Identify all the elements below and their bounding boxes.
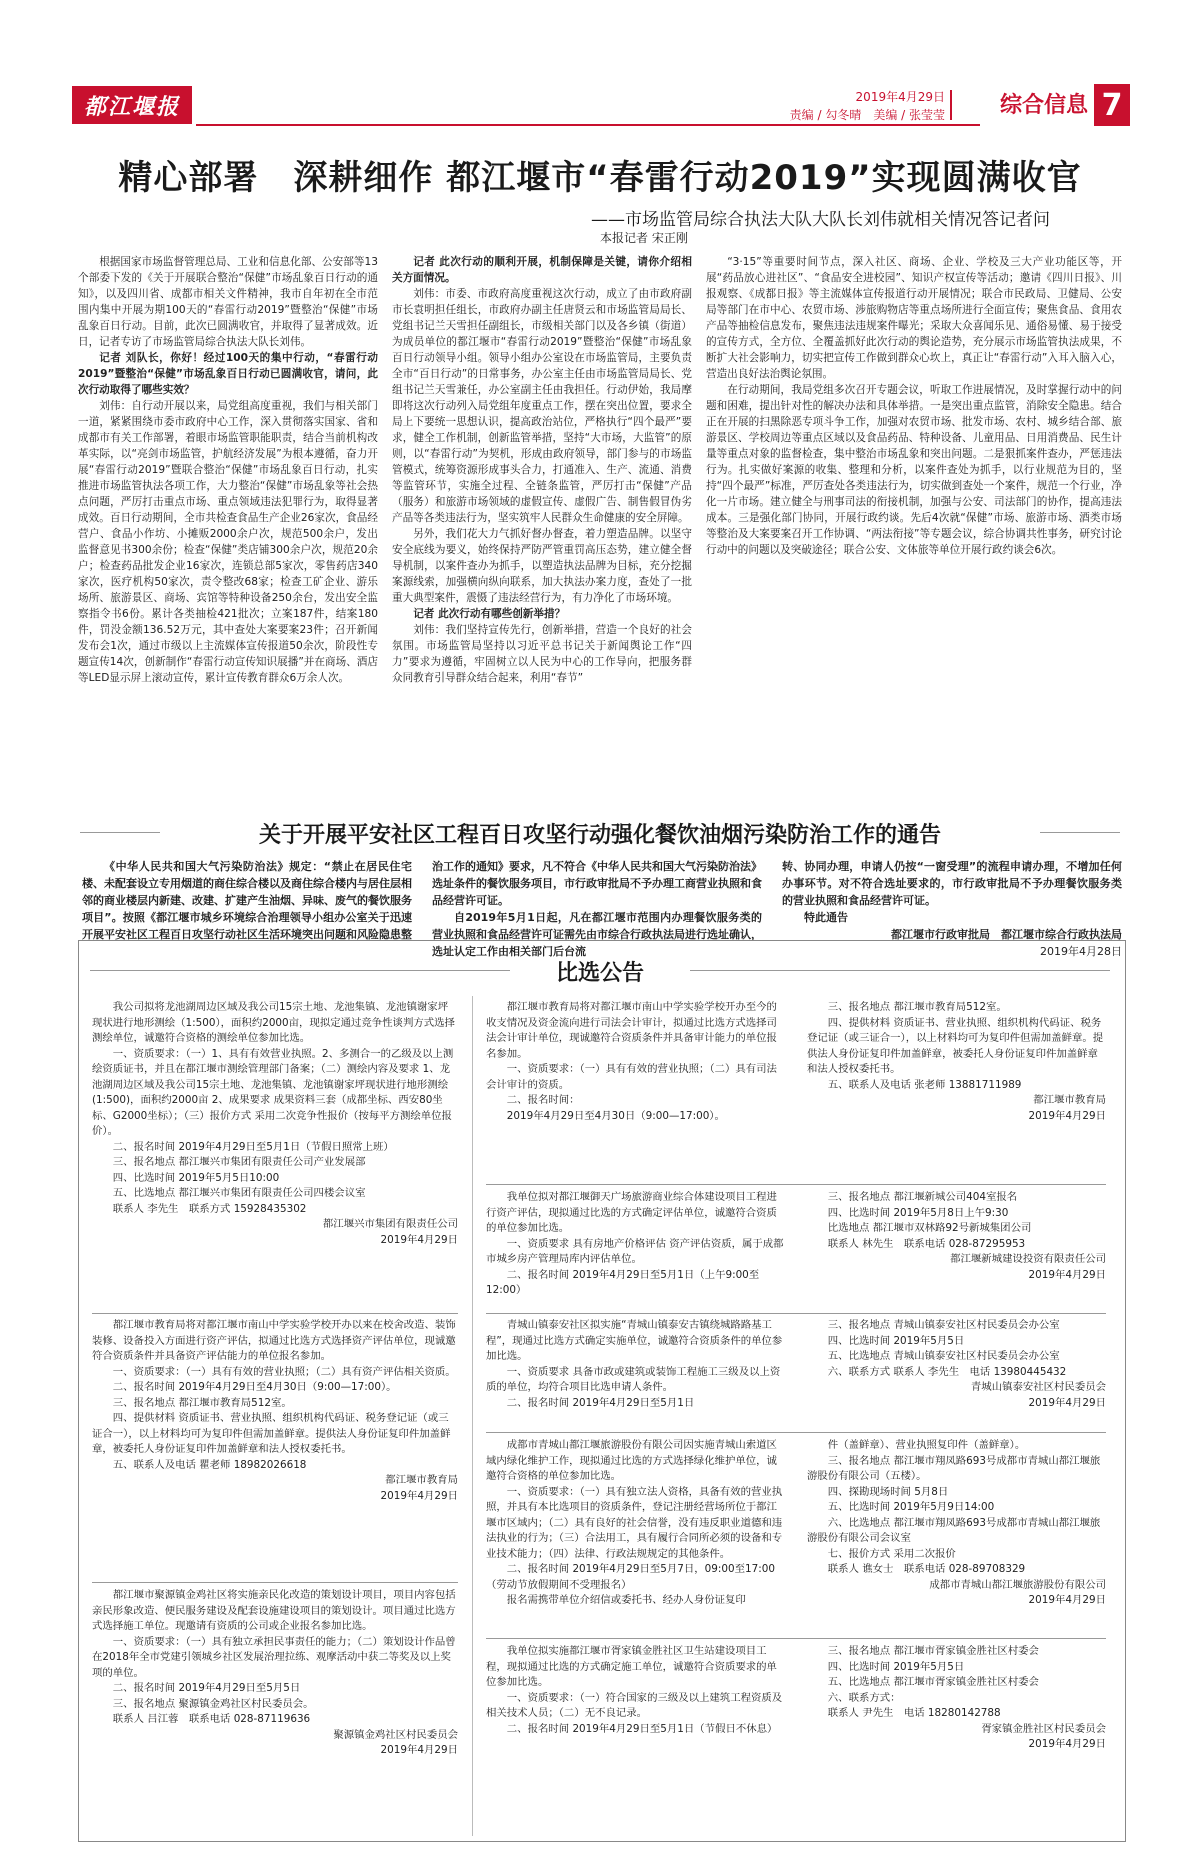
- ad-paragraph: 四、提供材料 资质证书、营业执照、组织机构代码证、税务登记证（或三证合一），以上材料均可为复印件但需加盖鲜章。提供法人身份证复印件加盖鲜章，被委托人身份证复印件加盖鲜章和法人授权委托书。: [92, 1412, 451, 1455]
- ad-paragraph: 一、资质要求：（一）具有有效的营业执照；（二）具有司法会计审计的资质。: [486, 1063, 777, 1091]
- page-header: [72, 84, 1130, 128]
- ad-paragraph: 我单位拟对都江堰御天广场旅游商业综合体建设项目工程进行资产评估，现拟通过比选的方式确定评估单位，诚邀符合资质的单位参加比选。: [486, 1191, 777, 1234]
- bidding-title: 比选公告: [555, 961, 644, 986]
- ad-signer: 都江堰兴市集团有限责任公司: [322, 1218, 458, 1230]
- section-name: 综合信息: [999, 93, 1088, 118]
- ad-paragraph: 都江堰市聚源镇金鸡社区将实施亲民化改造的策划设计项目，项目内容包括 亲民形象改造、便民服务建设及配套设施建设项目的策划设计。项目通过比选方式选择施工单位。现邀请有资质的公司或企业报名参加比选。: [92, 1589, 456, 1632]
- ad-paragraph: 二、报名时间 2019年4月29日至5月1日（上午9:00至12:00）: [486, 1268, 760, 1296]
- notice-title: 关于开展平安社区工程百日攻坚行动强化餐饮油烟污染防治工作的通告: [258, 823, 941, 848]
- notice-text-2: 治工作的通知》要求，凡不符合《中华人民共和国大气污染防治法》选址条件的餐饮服务项目，市行政审批局不予办理工商营业执照和食品经营许可证。: [432, 860, 762, 907]
- paragraph: “3·15”等重要时间节点，深入社区、商场、企业、学校及三大产业功能区等，开展“药品放心进社区”、“食品安全进校园”、知识产权宣传等活动；邀请《四川日报》、川报观察、《成都日报》等主流媒体宣传报道行动开展情况；联合市民政局、卫健局、公安局等部门在市中心、农贸市场、涉旅购物店等重点场所进行全面宣传；聚焦食品、食用农产品等抽检信息发布，聚焦违法违规案件曝光；采取大众喜闻乐见、通俗易懂、易于接受的宣传方式，全方位、全覆盖抓好此次行动的舆论造势，充分展示市场监管执法成果，不断扩大社会影响力，切实把宣传工作做到群众心坎上，真正让“春雷行动”入耳入脑入心，营造出良好法治舆论氛围。: [706, 256, 1122, 380]
- ad-date: 2019年4月29日: [1028, 1268, 1106, 1281]
- bid-ad-plaza-eval: [486, 1190, 1106, 1310]
- ad-date: 2019年4月29日: [1028, 1738, 1106, 1750]
- ad-rule: [486, 1313, 1106, 1314]
- ad-signer: 都江堰新城建设投资有限责任公司: [950, 1253, 1106, 1265]
- ad-paragraph: 都江堰市教育局将对都江堰市南山中学实验学校开办至今的收支情况及资金流向进行司法会计审计，拟通过比选方式选择司法会计审计单位，现诚邀符合资质条件并具备审计能力的单位报名参加。: [486, 1001, 777, 1060]
- ad-signer: 聚源镇金鸡社区村民委员会: [333, 1728, 458, 1741]
- ad-date: 2019年4月29日: [380, 1744, 458, 1756]
- paragraph: 在行动期间，我局党组多次召开专题会议，听取工作进展情况，及时掌握行动中的问题和困难，提出针对性的解决办法和具体举措。一是突出重点监管，消除安全隐患。结合正在开展的扫黑除恶专项斗争工作，加强对农贸市场、批发市场、农村、城乡结合部、旅游景区、学校周边等重点区域以及食品药品、特种设备、儿童用品、日用消费品、民生计量等重点对象的监督检查，集中整治市场乱象和突出问题。二是狠抓案件查办，严惩违法行为。扎实做好案源的收集、整理和分析，以案件查处为抓手，以行业规范为目的，坚持“四个最严”标准，严厉查处各类违法行为，切实做到查处一个案件，规范一个行业，净化一片市场。建立健全与刑事司法的衔接机制，加强与公安、司法部门的协作，提高违法成本。三是强化部门协同，开展行政约谈。先后4次就“保健”市场、旅游市场、酒类市场等整治及大案要案召开工作协调、“两法衔接”等专题会议，综合协调共性事务，研究讨论行动中的问题以及突破途径；联合公安、文体旅等单位开展行政约谈会6次。: [706, 384, 1122, 556]
- ad-right: [807, 1318, 1106, 1411]
- ad-paragraph: 七、报价方式 采用二次报价: [827, 1547, 956, 1560]
- article-column-2: [392, 254, 692, 819]
- bidding-divider: [472, 996, 473, 1836]
- ad-date: 2019年4月29日: [1028, 1396, 1106, 1409]
- ad-paragraph: 四、提供材料 资质证书、营业执照、组织机构代码证、税务登记证（或三证合一），以上材料均可为复印件但需加盖鲜章。提供法人身份证复印件加盖鲜章，被委托人身份证复印件加盖鲜章和法人授权委托书。: [807, 1016, 1104, 1075]
- ad-paragraph: 三、报名地点 青城山镇泰安社区村民委员会办公室: [827, 1319, 1060, 1331]
- article-subtitle: ——市场监管局综合执法大队大队长刘伟就相关情况答记者问: [591, 210, 1050, 230]
- bid-ad-audit: [486, 1000, 1106, 1182]
- ad-right: [807, 1190, 1106, 1299]
- ad-paragraph: 一、资质要求：（一）符合国家的三级及以上建筑工程资质及相关技术人员；（二）无不良记录。: [486, 1691, 783, 1719]
- ad-paragraph: 二、报名时间 2019年4月29日至4月30日（9:00—17:00）。: [112, 1381, 397, 1393]
- bid-ad-greening: [486, 1438, 1106, 1634]
- notice-closing: 特此通告: [804, 911, 848, 924]
- ad-paragraph: 四、比选时间 2019年5月5日: [827, 1334, 965, 1347]
- paragraph: 另外，我们花大力气抓好督办督查，着力塑造品牌。以坚守安全底线为要义，始终保持严防严管重罚高压态势，建立健全督导机制，以案件查办为抓手，以塑造执法品牌为目标，充分挖掘案源线索，加强横向纵向联系，加大执法办案力度，查处了一批重大典型案件，震慑了违法经营行为，有力净化了市场环境。: [392, 528, 692, 604]
- ad-left: [486, 1190, 785, 1299]
- ad-right: [807, 1000, 1106, 1124]
- paragraph: 根据国家市场监督管理总局、工业和信息化部、公安部等13个部委下发的《关于开展联合整治“保健”市场乱象百日行动的通知》，以及四川省、成都市相关文件精神，我市自年初在全市范围内集中开展为期100天的“春雷行动2019”暨整治“保健”市场乱象百日行动。目前，此次已圆满收官，并取得了显著成效。近日，记者专访了市场监管局综合执法大队长刘伟。: [78, 256, 378, 348]
- notice-text-4: 转、协同办理，申请人仍按“一窗受理”的流程申请办理，不增加任何办事环节。对不符合选址要求的，市行政审批局不予办理餐饮服务类的营业执照和食品经营许可证。: [782, 860, 1122, 907]
- notice-text-3: 自2019年5月1日起，凡在都江堰市范围内办理餐饮服务类的营业执照和食品经营许可证需先由市综合行政执法局进行选址确认，选址认定工作由相关部门后台流: [432, 911, 762, 958]
- ad-paragraph: 二、报名时间：: [506, 1094, 580, 1106]
- paragraph: 刘伟：我们坚持宣传先行，创新举措，营造一个良好的社会氛围。市场监管局坚持以习近平总书记关于新闻舆论工作“四力”要求为遵循，牢固树立以人民为中心的工作导向，把服务群众同教育引导群众结合起来，利用“春节”: [392, 624, 692, 684]
- ad-paragraph: 二、报名时间 2019年4月29日至5月1日: [506, 1396, 695, 1409]
- editors: 责编 / 勾冬晴 美编 / 张莹莹: [789, 108, 945, 122]
- ad-paragraph: 三、报名地点 都江堰市教育局512室。: [112, 1396, 292, 1409]
- ad-signer: 都江堰市教育局: [1033, 1094, 1106, 1106]
- ad-paragraph: 六、联系方式：: [827, 1691, 901, 1704]
- ad-paragraph: 一、资质要求：（一）具有有效的营业执照；（二）具有资产评估相关资质。: [112, 1365, 456, 1378]
- header-separator: [950, 90, 952, 120]
- article-title: 精心部署 深耕细作 都江堰市“春雷行动2019”实现圆满收官: [118, 158, 1082, 198]
- question: 记者 此次行动有哪些创新举措？: [413, 608, 566, 620]
- article-column-3: [706, 254, 1122, 819]
- ad-left: [486, 1438, 785, 1609]
- ad-paragraph: 我公司拟将龙池湖周边区域及我公司15宗土地、龙池集镇、龙池镇谢家坪现状进行地形测绘（1:500），面积约2000亩，现拟定通过竞争性谈判方式选择测绘单位，诚邀符合资格的测绘单位参加比选。: [92, 1001, 455, 1044]
- ad-paragraph: 联系人 谯女士 联系电话 028-89708329: [827, 1563, 1026, 1575]
- ad-paragraph: 成都市青城山都江堰旅游股份有限公司因实施青城山索道区域内绿化维护工作，现拟通过比选的方式选择绿化维护单位，诚邀符合资格的单位参加比选。: [486, 1439, 777, 1482]
- ad-paragraph: 联系人 尹先生 电话 18280142788: [827, 1707, 1001, 1719]
- bid-ad-design: [92, 1588, 458, 1834]
- ad-paragraph: 五、联系人及电话 瞿老师 18982026618: [112, 1458, 307, 1471]
- ad-paragraph: 二、报名时间 2019年4月29日至5月5日: [112, 1682, 301, 1694]
- ad-paragraph: 比选地点 都江堰市双林路92号新城集团公司: [827, 1222, 1032, 1234]
- newspaper-logo: 都江堰报: [72, 86, 192, 124]
- ad-paragraph: 五、比选地点 青城山镇泰安社区村民委员会办公室: [827, 1350, 1060, 1362]
- header-rule: [196, 124, 980, 126]
- ad-paragraph: 三、报名地点 都江堰兴市集团有限责任公司产业发展部: [112, 1156, 366, 1168]
- ad-date: 2019年4月29日: [380, 1233, 458, 1246]
- issue-date: 2019年4月29日: [855, 90, 945, 104]
- ad-paragraph: 青城山镇泰安社区拟实施“青城山镇泰安古镇绕城路路基工程”，现通过比选方式确定实施单位，诚邀符合资质条件的单位参加比选。: [486, 1319, 783, 1362]
- ad-date: 2019年4月29日: [380, 1489, 458, 1502]
- paragraph: 刘伟：市委、市政府高度重视这次行动，成立了由市政府副市长袁明担任组长，市政府办副主任唐贤云和市场监管局局长、党组书记兰天雪担任副组长，市级相关部门以及各乡镇（街道）为成员单位的都江堰市“春雷行动2019”暨整治“保健”市场乱象百日行动领导小组。领导小组办公室设在市场监管局，主要负责全市“百日行动”的日常事务，办公室主任由市场监管局局长、党组书记兰天雪兼任，办公室副主任由我担任。行动伊始，我局摩即将这次行动列入局党组年度重点工作，摆在突出位置，要求全局上下要统一思想认识，提高政治站位，严格执行“四个最严”要求，健全工作机制，创新监管举措，坚持“大市场，大监管”的原则，以“春雷行动”为契机，形成由政府领导，部门参与的市场监管模式，统筹资源形成事头合力，打通准入、生产、流通、消费等监管环节，实施全过程、全链条监管，严厉打击“保健”产品（服务）和旅游市场领域的虚假宣传、虚假广告、制售假冒伪劣产品等各类违法行为，坚实筑牢人民群众生命健康的安全屏障。: [392, 288, 692, 524]
- ad-paragraph: 联系人 吕江蓉 联系电话 028-87119636: [112, 1713, 311, 1725]
- ad-paragraph: 六、比选地点 都江堰市翔凤路693号成都市青城山都江堰旅游股份有限公司会议室: [807, 1516, 1101, 1544]
- question: 记者 刘队长，你好！经过100天的集中行动，“春雷行动2019”暨整治“保健”市场乱象百日行动已圆满收官，请问，此次行动取得了哪些实效？: [78, 352, 378, 396]
- ad-paragraph: 联系人 李先生 联系方式 15928435302: [112, 1202, 307, 1215]
- ad-paragraph: 六、联系方式 联系人 李先生 电话 13980445432: [827, 1365, 1067, 1378]
- ad-signer: 胥家镇金胜社区村民委员会: [981, 1722, 1106, 1735]
- ad-paragraph: 都江堰市教育局将对都江堰市南山中学实验学校开办以来在校舍改造、装饰装修、设备投入方面进行资产评估，拟通过比选方式选择资产评估单位，现诚邀符合资质条件并具备资产评估能力的单位报名参加。: [92, 1319, 456, 1362]
- ad-paragraph: 报名需携带单位介绍信或委托书、经办人身份证复印: [506, 1594, 746, 1606]
- ad-paragraph: 五、比选地点 都江堰兴市集团有限责任公司四楼会议室: [112, 1187, 366, 1199]
- ad-paragraph: 二、报名时间 2019年4月29日至5月1日（节假日照常上班）: [112, 1140, 394, 1153]
- bid-ad-survey: [92, 1000, 458, 1310]
- ad-date: 2019年4月29日: [1028, 1594, 1106, 1606]
- bid-ad-asset-eval: [92, 1318, 458, 1580]
- notice-signers: 都江堰市行政审批局 都江堰市综合行政执法局: [891, 928, 1122, 941]
- ad-paragraph: 二、报名时间 2019年4月29日至5月7日，09:00至17:00（劳动节放假期间不受理报名）: [486, 1563, 775, 1591]
- ad-paragraph: 三、报名地点 都江堰新城公司404室报名: [827, 1191, 1018, 1203]
- ad-paragraph: 四、探勘现场时间 5月8日: [827, 1485, 949, 1498]
- bid-ad-roadbed: [486, 1318, 1106, 1428]
- ad-rule: [486, 1432, 1106, 1433]
- ad-date: 2019年4月29日: [1028, 1109, 1106, 1122]
- ad-left: [486, 1000, 785, 1124]
- ad-paragraph: 一、资质要求 具有房地产价格评估 资产评估资质，属于成都市城乡房产管理局库内评估单位。: [486, 1237, 784, 1265]
- ad-paragraph: 五、比选地点 都江堰市胥家镇金胜社区村委会: [827, 1676, 1039, 1688]
- ad-rule: [92, 1313, 458, 1314]
- ad-signer: 都江堰市教育局: [385, 1474, 458, 1486]
- ad-paragraph: 二、报名时间 2019年4月29日至5月1日（节假日不休息）: [506, 1722, 778, 1735]
- ad-left: [486, 1644, 785, 1753]
- notice-date: 2019年4月28日: [1040, 945, 1122, 958]
- ad-paragraph: 五、联系人及电话 张老师 13881711989: [827, 1078, 1022, 1091]
- ad-paragraph: 四、比选时间 2019年5月5日: [827, 1660, 965, 1673]
- article-byline: 本报记者 宋正刚: [600, 231, 688, 245]
- ad-paragraph: 一、资质要求：（一）1、具有有效营业执照。2、多测合一的乙级及以上测绘资质证书，并且在都江堰市测绘管理部门备案；（二）测绘内容及要求 1、龙池湖周边区域及我公司15宗土地、龙池集镇、龙池镇谢家坪现状进行地形测绘(1:500)，面积约2000亩 2、成果要求 成果资料三套（成都坐标、西安80坐标、G2000坐标）；（三）报价方式 采用二次竞争性报价（按每平方测绘单位报价）。: [92, 1047, 454, 1137]
- ad-paragraph: 五、比选时间 2019年5月9日14:00: [827, 1501, 995, 1513]
- ad-paragraph: 我单位拟实施都江堰市胥家镇金胜社区卫生站建设项目工程，现拟通过比选的方式确定施工单位，诚邀符合资质要求的单位参加比选。: [486, 1645, 777, 1688]
- ad-paragraph: 2019年4月29日至4月30日（9:00—17:00）。: [506, 1109, 725, 1122]
- ad-left: [486, 1318, 785, 1411]
- ad-rule: [486, 1638, 1106, 1639]
- notice-text-1: 《中华人民共和国大气污染防治法》规定：“禁止在居民住宅楼、未配套设立专用烟道的商住综合楼以及商住综合楼内与居住层相邻的商业楼层内新建、改建、扩建产生油烟、异味、废气的餐饮服务项目”。按照《都江堰市城乡环境综合治理领导小组办公室关于迅速开展平安社区工程百日攻坚行动社区生活环境突出问题和风险隐患整: [82, 860, 412, 941]
- ad-paragraph: 一、资质要求：（一）具有独立法人资格，具备有效的营业执照，并具有本比选项目的资质条件，登记注册经营场所位于都江堰市区域内；（二）具有良好的社会信誉，没有违反职业道德和违法执业的行为；（三）合法用工，具有履行合同所必须的设备和专业技术能力；（四）法律、行政法规规定的其他条件。: [486, 1485, 783, 1560]
- bid-ad-clinic: [486, 1644, 1106, 1834]
- ad-right: [807, 1438, 1106, 1609]
- ad-right: [807, 1644, 1106, 1753]
- ad-paragraph: 件（盖鲜章）、营业执照复印件（盖鲜章）。: [827, 1439, 1026, 1451]
- ad-paragraph: 一、资质要求 具备市政或建筑或装饰工程施工三级及以上资质的单位，均符合项目比选申请人条件。: [486, 1365, 781, 1393]
- question: 记者 此次行动的顺利开展，机制保障是关键，请你介绍相关方面情况。: [392, 256, 692, 284]
- ad-signer: 成都市青城山都江堰旅游股份有限公司: [929, 1578, 1106, 1591]
- article-column-1: [78, 254, 378, 819]
- ad-paragraph: 三、报名地点 都江堰市教育局512室。: [827, 1001, 1007, 1013]
- ad-rule: [486, 1184, 1106, 1185]
- ad-paragraph: 四、比选时间 2019年5月8日上午9:30: [827, 1206, 1009, 1219]
- ad-paragraph: 联系人 林先生 联系电话 028-87295953: [827, 1237, 1026, 1250]
- ad-paragraph: 四、比选时间 2019年5月5日10:00: [112, 1171, 280, 1184]
- paragraph: 刘伟：自行动开展以来，局党组高度重视，我们与相关部门一道，紧紧围绕市委市政府中心工作，深入贯彻落实国家、省和成都市有关工作部署，着眼市场监管职能职责，结合当前机构改革实际，以“亮剑市场监管，护航经济发展”为根本遵循，奋力开展“春雷行动2019”暨联合整治“保健”市场乱象百日行动，扎实推进市场监管执法各项工作，大力整治“保健”市场乱象等社会热点问题，严厉打击重点市场、重点领域违法犯罪行为，取得显著成效。百日行动期间，全市共检查食品生产企业26家次，食品经营户、食品小作坊、小摊贩2000余户次，规范500余户，发出监督意见书300余份；检查“保健”类店铺300余户次，规范20余户；检查药品批发企业16家次，连锁总部5家次，零售药店340家次，医疗机构50家次，责令整改68家；检查工矿企业、游乐场所、旅游景区、商场、宾馆等特种设备250余台，发出安全监察指令书6份。累计各类抽检421批次；立案187件，结案180件，罚没金额136.52万元，其中查处大案要案23件；召开新闻发布会1次，通过市级以上主流媒体宣传报道50余次，阶段性专题宣传14次，创新制作“春雷行动宣传知识展播”并在商场、酒店等LED显示屏上滚动宣传，累计宣传教育群众6万余人次。: [78, 400, 378, 684]
- page-number: 7: [1094, 84, 1130, 126]
- ad-rule: [92, 1582, 458, 1583]
- notice-column-1: [82, 858, 412, 943]
- ad-paragraph: 一、资质要求：（一）具有独立承担民事责任的能力；（二）策划设计作品曾在2018年全市党建引领城乡社区发展治理拉练、观摩活动中获二等奖及以上奖项的单位。: [92, 1635, 456, 1679]
- ad-paragraph: 三、报名地点 聚源镇金鸡社区村民委员会。: [112, 1697, 314, 1710]
- ad-paragraph: 三、报名地点 都江堰市胥家镇金胜社区村委会: [827, 1645, 1039, 1657]
- ad-signer: 青城山镇泰安社区村民委员会: [970, 1381, 1106, 1393]
- ad-paragraph: 三、报名地点 都江堰市翔凤路693号成都市青城山都江堰旅游股份有限公司（五楼）。: [807, 1454, 1101, 1482]
